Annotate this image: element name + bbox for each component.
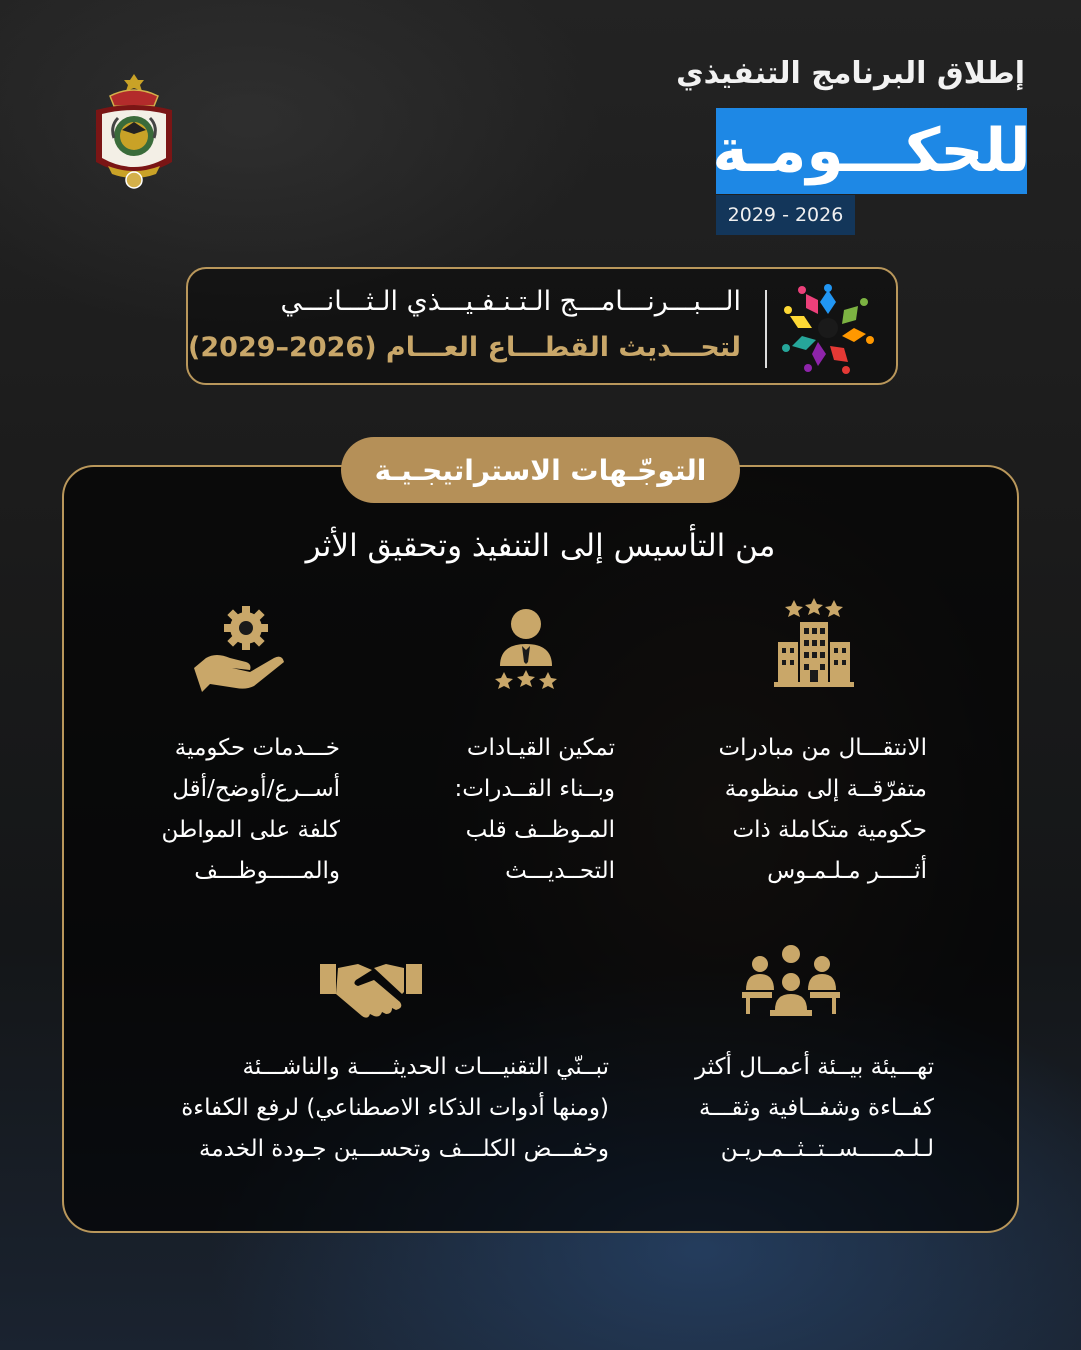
item-line: المـوظــف قلب bbox=[465, 817, 615, 843]
item-leadership-empowerment bbox=[454, 728, 615, 892]
item-line: أثـــــر مـلـمـوس bbox=[767, 858, 927, 884]
item-line: لـلـمـــــســتــثــمـريـن bbox=[720, 1136, 934, 1162]
building-stars-icon bbox=[772, 598, 856, 688]
leader-stars-icon bbox=[492, 608, 560, 694]
item-technology-adoption bbox=[181, 1047, 609, 1170]
program-divider bbox=[765, 290, 767, 368]
item-business-environment bbox=[695, 1047, 934, 1170]
gear-hand-icon bbox=[192, 604, 288, 694]
item-line: متفرّقــة إلى منظومة bbox=[724, 776, 927, 802]
item-line: الانتقـــال من مبادرات bbox=[718, 735, 927, 761]
item-line: حكومية متكاملة ذات bbox=[732, 817, 927, 843]
years-badge: 2029 - 2026 bbox=[716, 195, 855, 235]
item-line: خـــدمات حكومية bbox=[174, 735, 340, 761]
item-government-services bbox=[162, 728, 340, 892]
program-title: الـــبـــرنـــامـــج الـتـنـفـيـــذي الـثـــانـــي bbox=[280, 286, 741, 317]
team-meeting-icon bbox=[742, 944, 840, 1016]
item-line: أســرع/أوضح/أقل bbox=[172, 776, 340, 802]
launch-title: إطلاق البرنامج التنفيذي bbox=[676, 56, 1025, 91]
item-line: (ومنها أدوات الذكاء الاصطناعي) لرفع الكفاءة bbox=[181, 1095, 609, 1121]
item-line: كفــاءة وشفــافية وثقـــة bbox=[698, 1095, 934, 1121]
item-line: تمكين القيـادات bbox=[466, 735, 615, 761]
item-line: وخفـــض الكلـــف وتحســـين جـودة الخدمة bbox=[199, 1136, 609, 1162]
program-subtitle: لتحـــديث القطـــاع العـــام (2026–2029) bbox=[188, 332, 741, 363]
modernization-logo-icon bbox=[782, 282, 874, 374]
item-line: والمـــــوظـــف bbox=[194, 858, 340, 884]
section-subtitle: من التأسيس إلى التنفيذ وتحقيق الأثر bbox=[305, 528, 776, 564]
royal-emblem-icon bbox=[88, 70, 180, 192]
item-line: وبــناء القــدرات: bbox=[454, 776, 615, 802]
item-line: التحــديـــث bbox=[505, 858, 615, 884]
item-integrated-system bbox=[718, 728, 927, 892]
government-word: للحكـــومـة bbox=[712, 116, 1031, 186]
item-line: كلفة على المواطن bbox=[161, 817, 340, 843]
item-line: تهـــيئة بيــئة أعمــال أكثر bbox=[694, 1054, 934, 1080]
handshake-icon bbox=[320, 958, 422, 1020]
section-pill: التوجّـهات الاستراتيجـيـة bbox=[341, 437, 740, 503]
item-line: تبــنّي التقنيـــات الحديثـــــة والناشـــئة bbox=[242, 1054, 609, 1080]
government-banner bbox=[712, 108, 1031, 194]
